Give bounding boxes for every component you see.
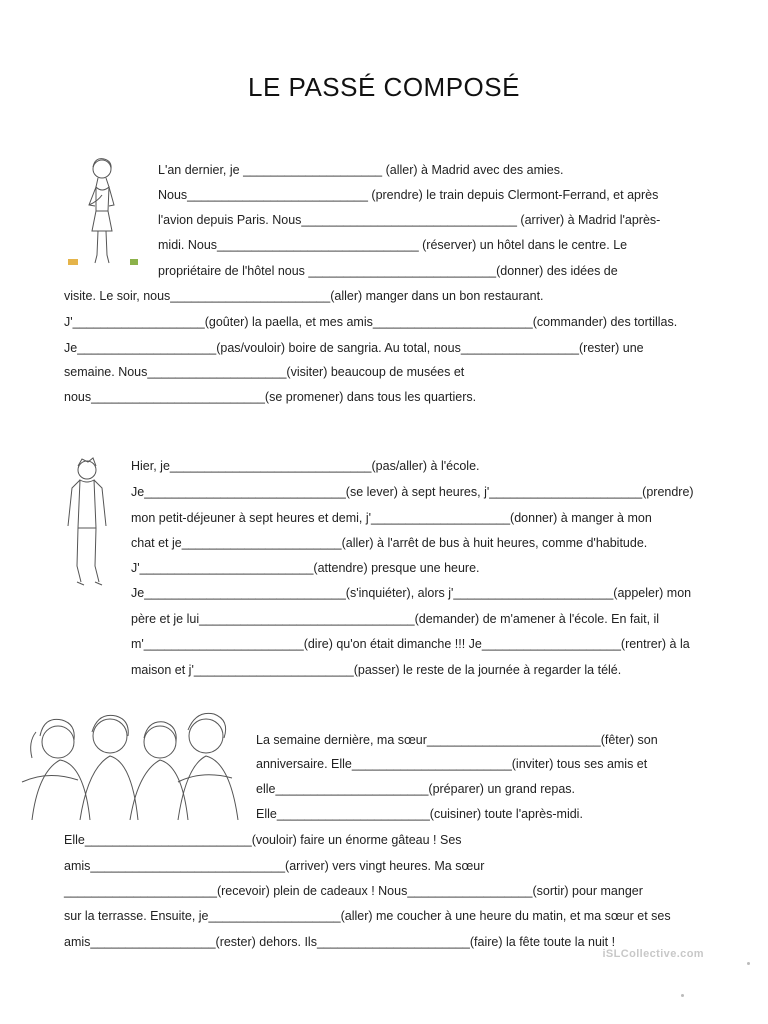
exercise-line: sur la terrasse. Ensuite, je___________________(aller) me coucher à une heure du matin, et ma sœur et ses	[64, 909, 671, 923]
exercise-line: midi. Nous_____________________________ (réserver) un hôtel dans le centre. Le	[158, 238, 628, 252]
exercise-line: m'_______________________(dire) qu'on était dimanche !!! Je____________________(rentrer) à la	[131, 637, 690, 651]
decorative-dot	[681, 994, 684, 997]
girl-illustration	[62, 153, 142, 271]
exercise-line: anniversaire. Elle_______________________(inviter) tous ses amis et	[256, 757, 648, 771]
exercise-line: l'avion depuis Paris. Nous_______________________________ (arriver) à Madrid l'après-	[158, 213, 661, 227]
page-title: LE PASSÉ COMPOSÉ	[248, 72, 520, 102]
exercise-line: Elle________________________(vouloir) faire un énorme gâteau ! Ses	[64, 833, 462, 847]
exercise-line: père et je lui_______________________________(demander) de m'amener à l'école. En fait, il	[131, 612, 660, 626]
boy-illustration	[62, 454, 112, 594]
exercise-line: Je_____________________________(se lever) à sept heures, j'______________________(prendre)	[131, 485, 694, 499]
exercise-line: Elle______________________(cuisiner) toute l'après-midi.	[256, 807, 583, 821]
exercise-line: ______________________(recevoir) plein de cadeaux ! Nous__________________(sortir) pour manger	[64, 884, 643, 898]
exercise-line: Nous__________________________ (prendre) le train depuis Clermont-Ferrand, et après	[158, 188, 659, 202]
exercise-line: chat et je_______________________(aller) à l'arrêt de bus à huit heures, comme d'habitude.	[131, 536, 648, 550]
exercise-line: semaine. Nous____________________(visiter) beaucoup de musées et	[64, 365, 465, 379]
exercise-line: La semaine dernière, ma sœur_________________________(fêter) son	[256, 733, 658, 747]
exercise-line: J'___________________(goûter) la paella, et mes amis_______________________(commander) des tortillas.	[64, 315, 678, 329]
exercise-line: L'an dernier, je ____________________ (aller) à Madrid avec des amies.	[158, 163, 564, 177]
exercise-line: propriétaire de l'hôtel nous ___________________________(donner) des idées de	[158, 264, 618, 278]
exercise-line: Je____________________(pas/vouloir) boire de sangria. Au total, nous_________________(rester) une	[64, 341, 644, 355]
exercise-line: amis____________________________(arriver) vers vingt heures. Ma sœur	[64, 859, 485, 873]
exercise-line: elle______________________(préparer) un grand repas.	[256, 782, 576, 796]
exercise-line: J'_________________________(attendre) presque une heure.	[131, 561, 480, 575]
friends-illustration	[18, 702, 242, 820]
exercise-line: maison et j'_______________________(passer) le reste de la journée à regarder la télé.	[131, 663, 622, 677]
exercise-line: mon petit-déjeuner à sept heures et demi, j'____________________(donner) à manger à mon	[131, 511, 652, 525]
exercise-line: Je_____________________________(s'inquiéter), alors j'_______________________(appeler) mon	[131, 586, 692, 600]
exercise-line: Hier, je_____________________________(pas/aller) à l'école.	[131, 459, 480, 473]
watermark: iSLCollective.com	[602, 948, 704, 960]
exercise-line: nous_________________________(se promener) dans tous les quartiers.	[64, 390, 477, 404]
decorative-dot	[747, 962, 750, 965]
exercise-line: amis__________________(rester) dehors. Ils______________________(faire) la fête toute la nuit !	[64, 935, 616, 949]
exercise-line: visite. Le soir, nous_______________________(aller) manger dans un bon restaurant.	[64, 289, 544, 303]
